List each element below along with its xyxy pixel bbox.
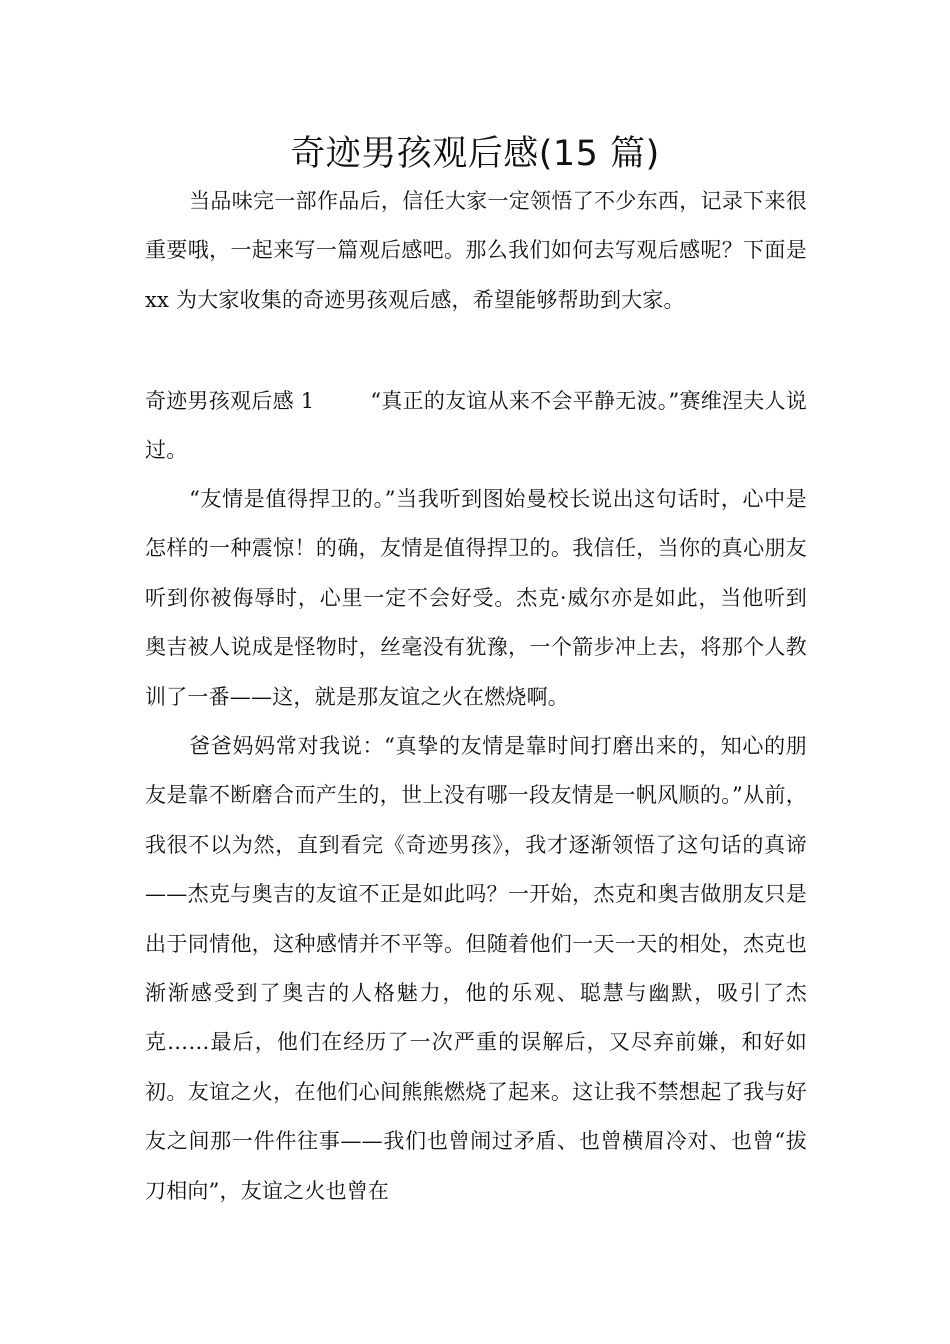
body-paragraph-friendship: “友情是值得捍卫的。”当我听到图始曼校长说出这句话时，心中是怎样的一种震惊！的确，友情是值得捍卫的。我信任，当你的真心朋友听到你被侮辱时，心里一定不会好受。杰克·威尔亦是如此，当他听到奥吉被人说成是怪物时，丝毫没有犹豫，一个箭步冲上去，将那个人教训了一番——这，就是那友谊之火在燃烧啊。 <box>145 487 807 709</box>
body-paragraph-parents: 爸爸妈妈常对我说：“真挚的友情是靠时间打磨出来的，知心的朋友是靠不断磨合而产生的，世上没有哪一段友情是一帆风顺的。”从前，我很不以为然，直到看完《奇迹男孩》，我才逐渐领悟了这句话的真谛——杰克与奥吉的友谊不正是如此吗？一开始，杰克和奥吉做朋友只是出于同情他，这种感情并不平等。但随着他们一天一天的相处，杰克也渐渐感受到了奥吉的人格魅力，他的乐观、聪慧与幽默，吸引了杰克……最后，他们在经历了一次严重的误解后，又尽弃前嫌，和好如初。友谊之火，在他们心间熊熊燃烧了起来。这让我不禁想起了我与好友之间那一件件往事——我们也曾闹过矛盾、也曾横眉冷对、也曾“拔刀相向”，友谊之火也曾在 <box>145 734 807 1203</box>
document-title: 奇迹男孩观后感(15 篇) <box>290 134 660 174</box>
section-1-heading: 奇迹男孩观后感 1 <box>145 389 315 413</box>
section-1-quote: “真正的友谊从来不会平静无波。”赛维涅夫人说过。 <box>145 389 807 463</box>
intro-paragraph: 当品味完一部作品后，信任大家一定领悟了不少东西，记录下来很重要哦，一起来写一篇观后感吧。那么我们如何去写观后感呢？下面是 xx 为大家收集的奇迹男孩观后感，希望能够帮助到大家。 <box>145 189 807 312</box>
section-1-opening <box>145 377 807 476</box>
